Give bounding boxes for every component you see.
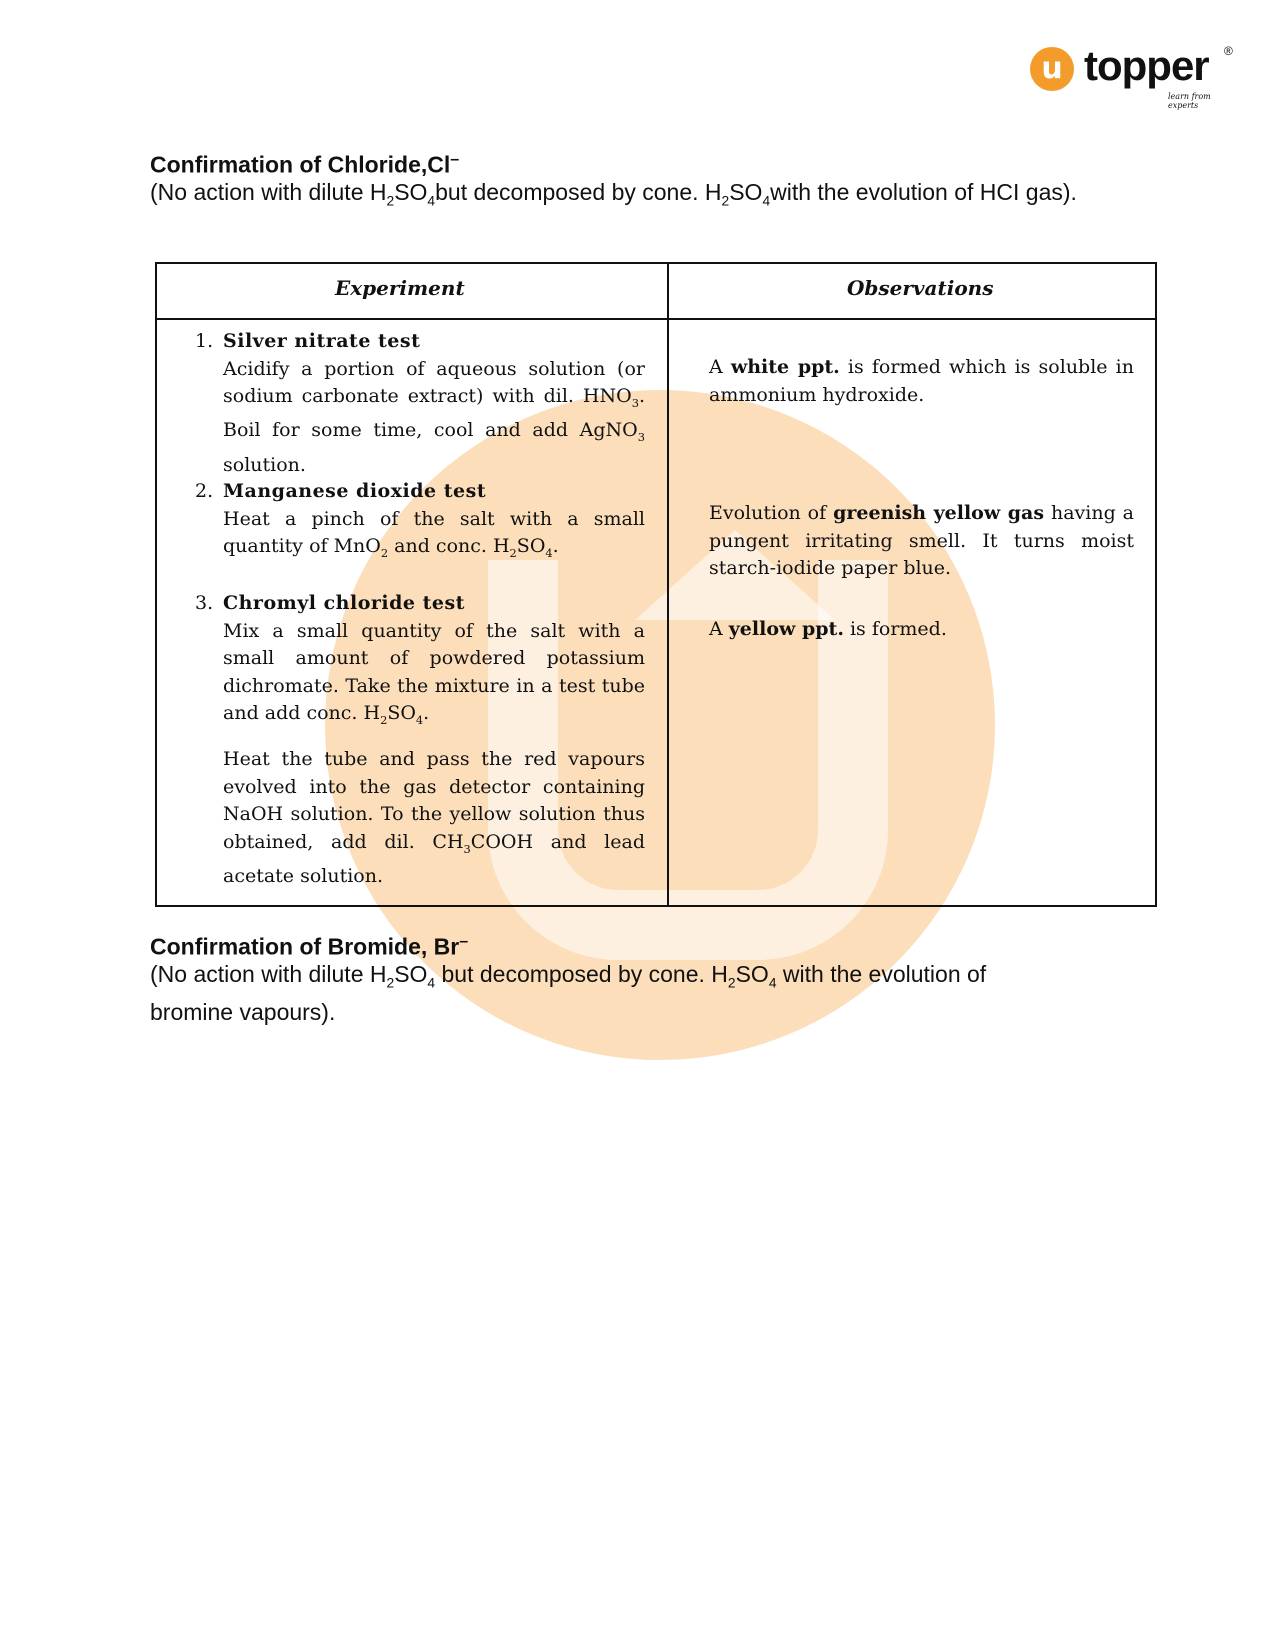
brand-logo bbox=[1030, 42, 1233, 110]
logo-icon-letter: u bbox=[1041, 51, 1063, 86]
experiment-3-name: Chromyl chloride test bbox=[223, 592, 465, 614]
observation-1: A white ppt. is formed which is soluble in ammonium hydroxide. bbox=[709, 356, 1134, 406]
experiment-3-body-continued: Heat the tube and pass the red vapours evolved into the gas detector containing NaOH solution. To the yellow solution thus obtained, add dil. $CH_3COOH$ and lead acetate solution. bbox=[223, 748, 645, 888]
chloride-note: (No action with dilute $H_2SO_4but$ decomposed by cone. $H_2SO_4with$ the evolution of HCI gas). bbox=[150, 179, 1077, 209]
observation-3: A yellow ppt. is formed. bbox=[709, 618, 947, 640]
experiment-3: 3. Chromyl chloride test Mix a small quantity of the salt with a small amount of powdered potassium dichromate. Take the mixture in a test tube and add conc. $H_2SO_4$. Heat the tube and pass the red vapours evolved into the gas detector containing NaOH solution. To the yellow solution thus obtained, add dil. $CH_3COOH$ and lead acetate solution. bbox=[195, 590, 645, 891]
logo-u-icon bbox=[1030, 47, 1074, 91]
logo-wordmark: topper bbox=[1084, 42, 1209, 89]
bromide-heading: Confirmation of Bromide, Br– bbox=[150, 932, 469, 960]
column-divider bbox=[667, 264, 669, 905]
experiment-2: 2. Manganese dioxide test Heat a pinch of the salt with a small quantity of MnO$_2$ and conc. $H_2SO_4$. bbox=[195, 478, 645, 567]
registered-mark: ® bbox=[1224, 44, 1233, 58]
experiment-2-body: Heat a pinch of the salt with a small quantity of MnO$_2$ and conc. $H_2SO_4$. bbox=[223, 507, 645, 560]
bromide-note: (No action with dilute $H_2SO_4$ but decomposed by cone. $H_2SO_4$ with the evolution of bromine vapours). bbox=[150, 961, 987, 1025]
chloride-test-table bbox=[155, 262, 1157, 907]
experiment-2-name: Manganese dioxide test bbox=[223, 480, 487, 502]
experiment-1: 1. Silver nitrate test Acidify a portion of aqueous solution (or sodium carbonate extract) with dil. $HNO_3$. Boil for some time, cool and add AgNO$_3$ solution. bbox=[195, 328, 645, 479]
experiment-1-body: Acidify a portion of aqueous solution (or sodium carbonate extract) with dil. $HNO_3$. Boil for some time, cool and add AgNO$_3$ solution. bbox=[223, 357, 645, 476]
experiment-header: Experiment bbox=[335, 276, 465, 300]
header-rule bbox=[157, 318, 1155, 320]
experiment-3-body: Mix a small quantity of the salt with a small amount of powdered potassium dichromate. Take the mixture in a test tube and add conc. $H_2SO_4$. bbox=[223, 619, 645, 727]
observations-header: Observations bbox=[847, 276, 994, 300]
logo-tagline: learn from experts bbox=[1168, 92, 1211, 110]
chloride-heading: Confirmation of Chloride,Cl– bbox=[150, 150, 460, 178]
observation-2: Evolution of greenish yellow gas having a pungent irritating smell. It turns moist starch-iodide paper blue. bbox=[709, 502, 1134, 579]
experiment-1-name: Silver nitrate test bbox=[223, 330, 421, 352]
